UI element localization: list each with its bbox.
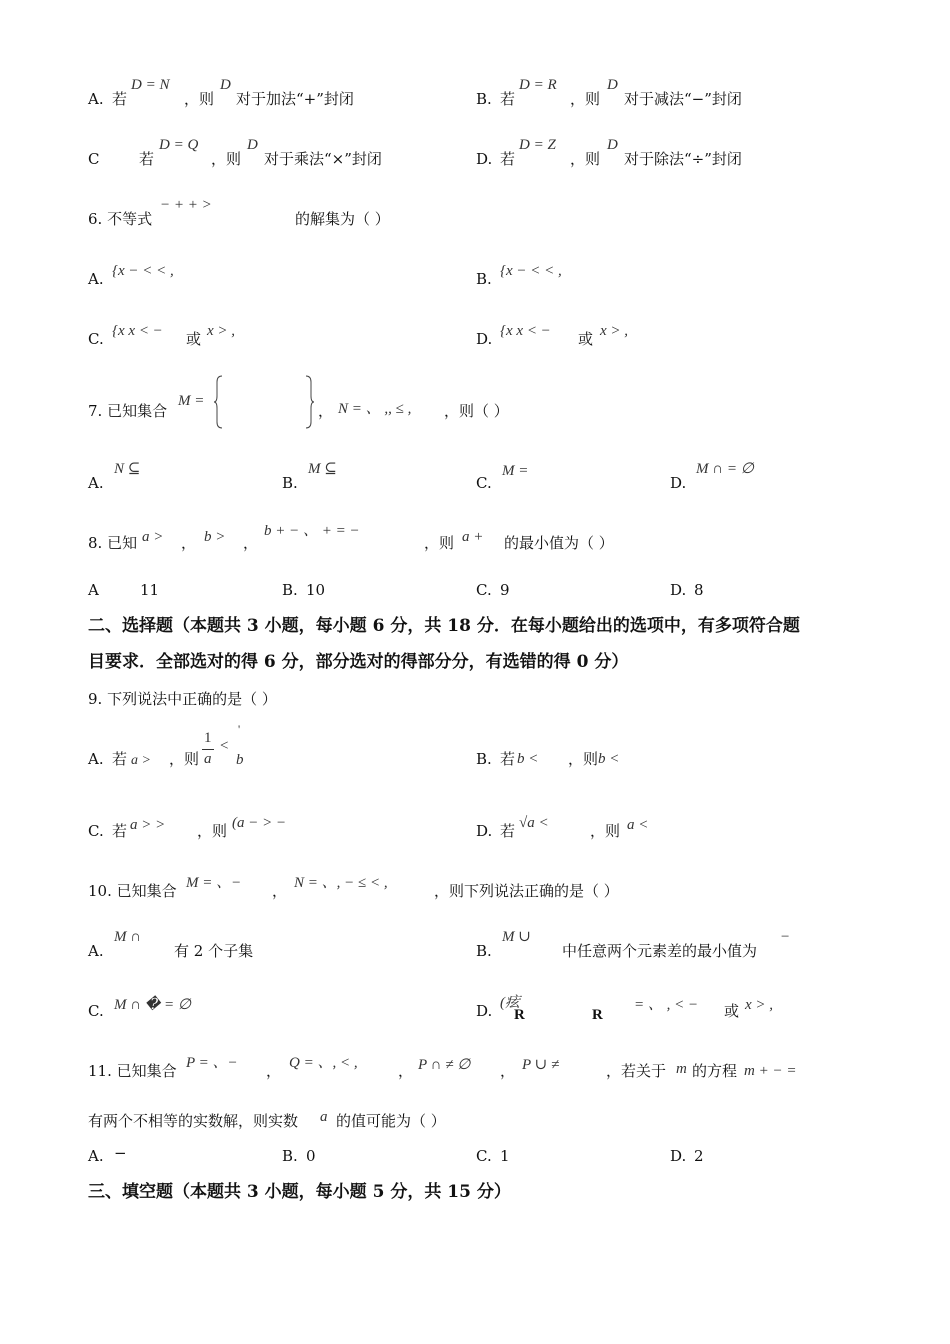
punctuation: ， [500, 1062, 516, 1080]
math-expression: √a < [519, 815, 549, 831]
question-stem: 的值可能为（ ） [336, 1112, 446, 1130]
option-text: 中任意两个元素差的最小值为 [562, 942, 758, 960]
math-expression: (痃 [500, 995, 520, 1011]
option-label: B. [476, 270, 492, 288]
question-stem: ，则 [424, 534, 455, 552]
question-stem: 的解集为（ ） [295, 210, 390, 228]
option-label: D. [670, 581, 687, 599]
math-var: m [676, 1061, 687, 1077]
option-label: D. [476, 330, 493, 348]
math-expression: b + − 、 + = − [264, 523, 360, 539]
option-value: 10 [306, 581, 326, 599]
option-text: ，则 [211, 150, 242, 168]
option-value: 0 [306, 1147, 316, 1165]
math-expression: M = [502, 463, 529, 479]
option-label: B. [282, 581, 298, 599]
question-stem: ，若关于 [606, 1062, 667, 1080]
option-text: 对于减法“−”封闭 [624, 90, 742, 108]
fraction-denominator: a [204, 751, 212, 767]
math-expression: M ∩ [114, 929, 142, 945]
option-text: ，则 [169, 750, 200, 768]
math-expression: = 、 , < − [634, 997, 699, 1013]
punctuation: ， [398, 1062, 414, 1080]
punctuation: ， [266, 1062, 282, 1080]
option-label: A. [88, 942, 104, 960]
option-text: 或 [578, 330, 594, 348]
math-expression: m + − = [744, 1063, 797, 1079]
math-expression: M = [178, 393, 205, 409]
math-expression: P ∩ ≠ ∅ [418, 1057, 471, 1073]
option-value: 9 [500, 581, 510, 599]
option-text: 或 [186, 330, 202, 348]
option-text: ，则 [197, 822, 228, 840]
math-expression: − + + > [160, 197, 212, 213]
option-label: A [88, 581, 99, 599]
option-text: ，则 [568, 750, 599, 768]
punctuation: ， [272, 882, 288, 900]
option-value: 11 [140, 581, 160, 599]
math-var: D [607, 77, 618, 93]
math-expression: N = 、, − ≤ < , [294, 875, 388, 891]
math-var: b [236, 752, 244, 768]
option-text: 对于除法“÷”封闭 [624, 150, 742, 168]
option-text: 有 2 个子集 [174, 942, 254, 960]
option-value: − [114, 1144, 127, 1162]
option-text: 对于加法“+”封闭 [236, 90, 354, 108]
math-expression: a > [131, 753, 151, 768]
option-text: ，则 [184, 90, 215, 108]
question-stem: 7. 已知集合 [88, 402, 168, 420]
math-expression: D = R [519, 77, 557, 93]
option-text: 若 [500, 90, 516, 108]
math-expression: N ⊆ [114, 461, 141, 477]
option-label: B. [282, 474, 298, 492]
math-expression: M ∩ � = ∅ [114, 997, 191, 1013]
punctuation: ， [243, 534, 259, 552]
option-text: 若 [112, 750, 128, 768]
math-var: D [607, 137, 618, 153]
option-label: A. [88, 90, 104, 108]
question-stem: 的最小值为（ ） [504, 534, 614, 552]
option-value: 2 [694, 1147, 704, 1165]
math-expression: M = 、− [186, 875, 242, 891]
punctuation: ， [181, 534, 197, 552]
math-expression: P ∪ ≠ [522, 1057, 560, 1073]
math-operator: < [220, 738, 229, 754]
option-label: B. [476, 750, 492, 768]
math-expression: {x x < − [500, 323, 551, 339]
option-label: A. [88, 270, 104, 288]
math-expression: M ⊆ [308, 461, 337, 477]
option-text: 或 [724, 1002, 740, 1020]
question-stem: 6. 不等式 [88, 210, 153, 228]
option-label: D. [670, 1147, 687, 1165]
option-label: C [88, 150, 100, 168]
math-mark: ' [238, 722, 241, 736]
option-label: C. [88, 1002, 104, 1020]
option-label: C. [88, 330, 104, 348]
option-label: A. [88, 1147, 104, 1165]
option-text: 若 [139, 150, 155, 168]
option-label: B. [476, 90, 492, 108]
question-stem: 有两个不相等的实数解，则实数 [88, 1112, 299, 1130]
option-text: 若 [112, 90, 128, 108]
math-expression: a > [142, 529, 164, 545]
option-text: 对于乘法“×”封闭 [264, 150, 382, 168]
math-expression: b < [517, 751, 539, 767]
question-stem: ，则下列说法正确的是（ ） [434, 882, 619, 900]
question-stem: 8. 已知 [88, 534, 138, 552]
math-var: D [220, 77, 231, 93]
math-expression: − [780, 929, 791, 945]
option-text: ，则 [570, 150, 601, 168]
math-expression: M ∩ = ∅ [696, 461, 754, 477]
option-label: C. [476, 474, 492, 492]
math-expression: x > , [207, 323, 236, 339]
math-expression: (a − > − [232, 815, 287, 831]
math-expression: b < [598, 751, 620, 767]
punctuation: ， [318, 402, 334, 420]
option-label: A. [88, 474, 104, 492]
math-var: D [247, 137, 258, 153]
math-expression: {x − < < , [112, 263, 174, 279]
math-symbol: R [592, 1007, 603, 1023]
section-heading-line: 二、选择题（本题共 3 小题，每小题 6 分，共 18 分．在每小题给出的选项中，有多项符合题 [88, 616, 800, 636]
option-text: 若 [500, 822, 516, 840]
option-label: B. [282, 1147, 298, 1165]
option-label: C. [476, 581, 492, 599]
math-expression: {x − < < , [500, 263, 562, 279]
option-text: 若 [500, 150, 516, 168]
math-expression: a < [627, 817, 649, 833]
option-text: 若 [500, 750, 516, 768]
math-symbol: R [514, 1007, 525, 1023]
section-heading-line: 三、填空题（本题共 3 小题，每小题 5 分，共 15 分） [88, 1182, 511, 1202]
option-value: 8 [694, 581, 704, 599]
section-heading-line: 目要求．全部选对的得 6 分，部分选对的得部分分，有选错的得 0 分） [88, 652, 629, 672]
option-label: C. [476, 1147, 492, 1165]
option-text: 若 [112, 822, 128, 840]
fraction-numerator: 1 [204, 730, 212, 746]
math-expression: M ∪ [502, 929, 531, 945]
option-label: D. [670, 474, 687, 492]
math-var: a [320, 1109, 328, 1125]
option-label: B. [476, 942, 492, 960]
math-expression: a + [462, 529, 484, 545]
question-stem: 10. 已知集合 [88, 882, 177, 900]
question-stem: 9. 下列说法中正确的是（ ） [88, 690, 277, 708]
option-label: D. [476, 1002, 493, 1020]
question-stem: ，则（ ） [444, 402, 509, 420]
math-expression: D = Z [519, 137, 556, 153]
math-expression: x > , [600, 323, 629, 339]
option-label: D. [476, 822, 493, 840]
math-expression: N = 、 ,, ≤ , [338, 401, 412, 417]
question-stem: 的方程 [692, 1062, 738, 1080]
question-stem: 11. 已知集合 [88, 1062, 177, 1080]
math-expression: x > , [745, 997, 774, 1013]
math-expression: Q = 、, < , [289, 1055, 358, 1071]
option-value: 1 [500, 1147, 510, 1165]
fraction-bar [202, 749, 214, 750]
option-text: ，则 [590, 822, 621, 840]
math-expression: D = Q [159, 137, 199, 153]
option-label: A. [88, 750, 104, 768]
math-expression: b > [204, 529, 226, 545]
math-expression: D = N [131, 77, 170, 93]
math-expression: {x x < − [112, 323, 163, 339]
option-label: C. [88, 822, 104, 840]
option-label: D. [476, 150, 493, 168]
set-braces [214, 374, 324, 430]
math-expression: P = 、− [186, 1055, 238, 1071]
math-expression: a > > [130, 817, 166, 833]
option-text: ，则 [570, 90, 601, 108]
